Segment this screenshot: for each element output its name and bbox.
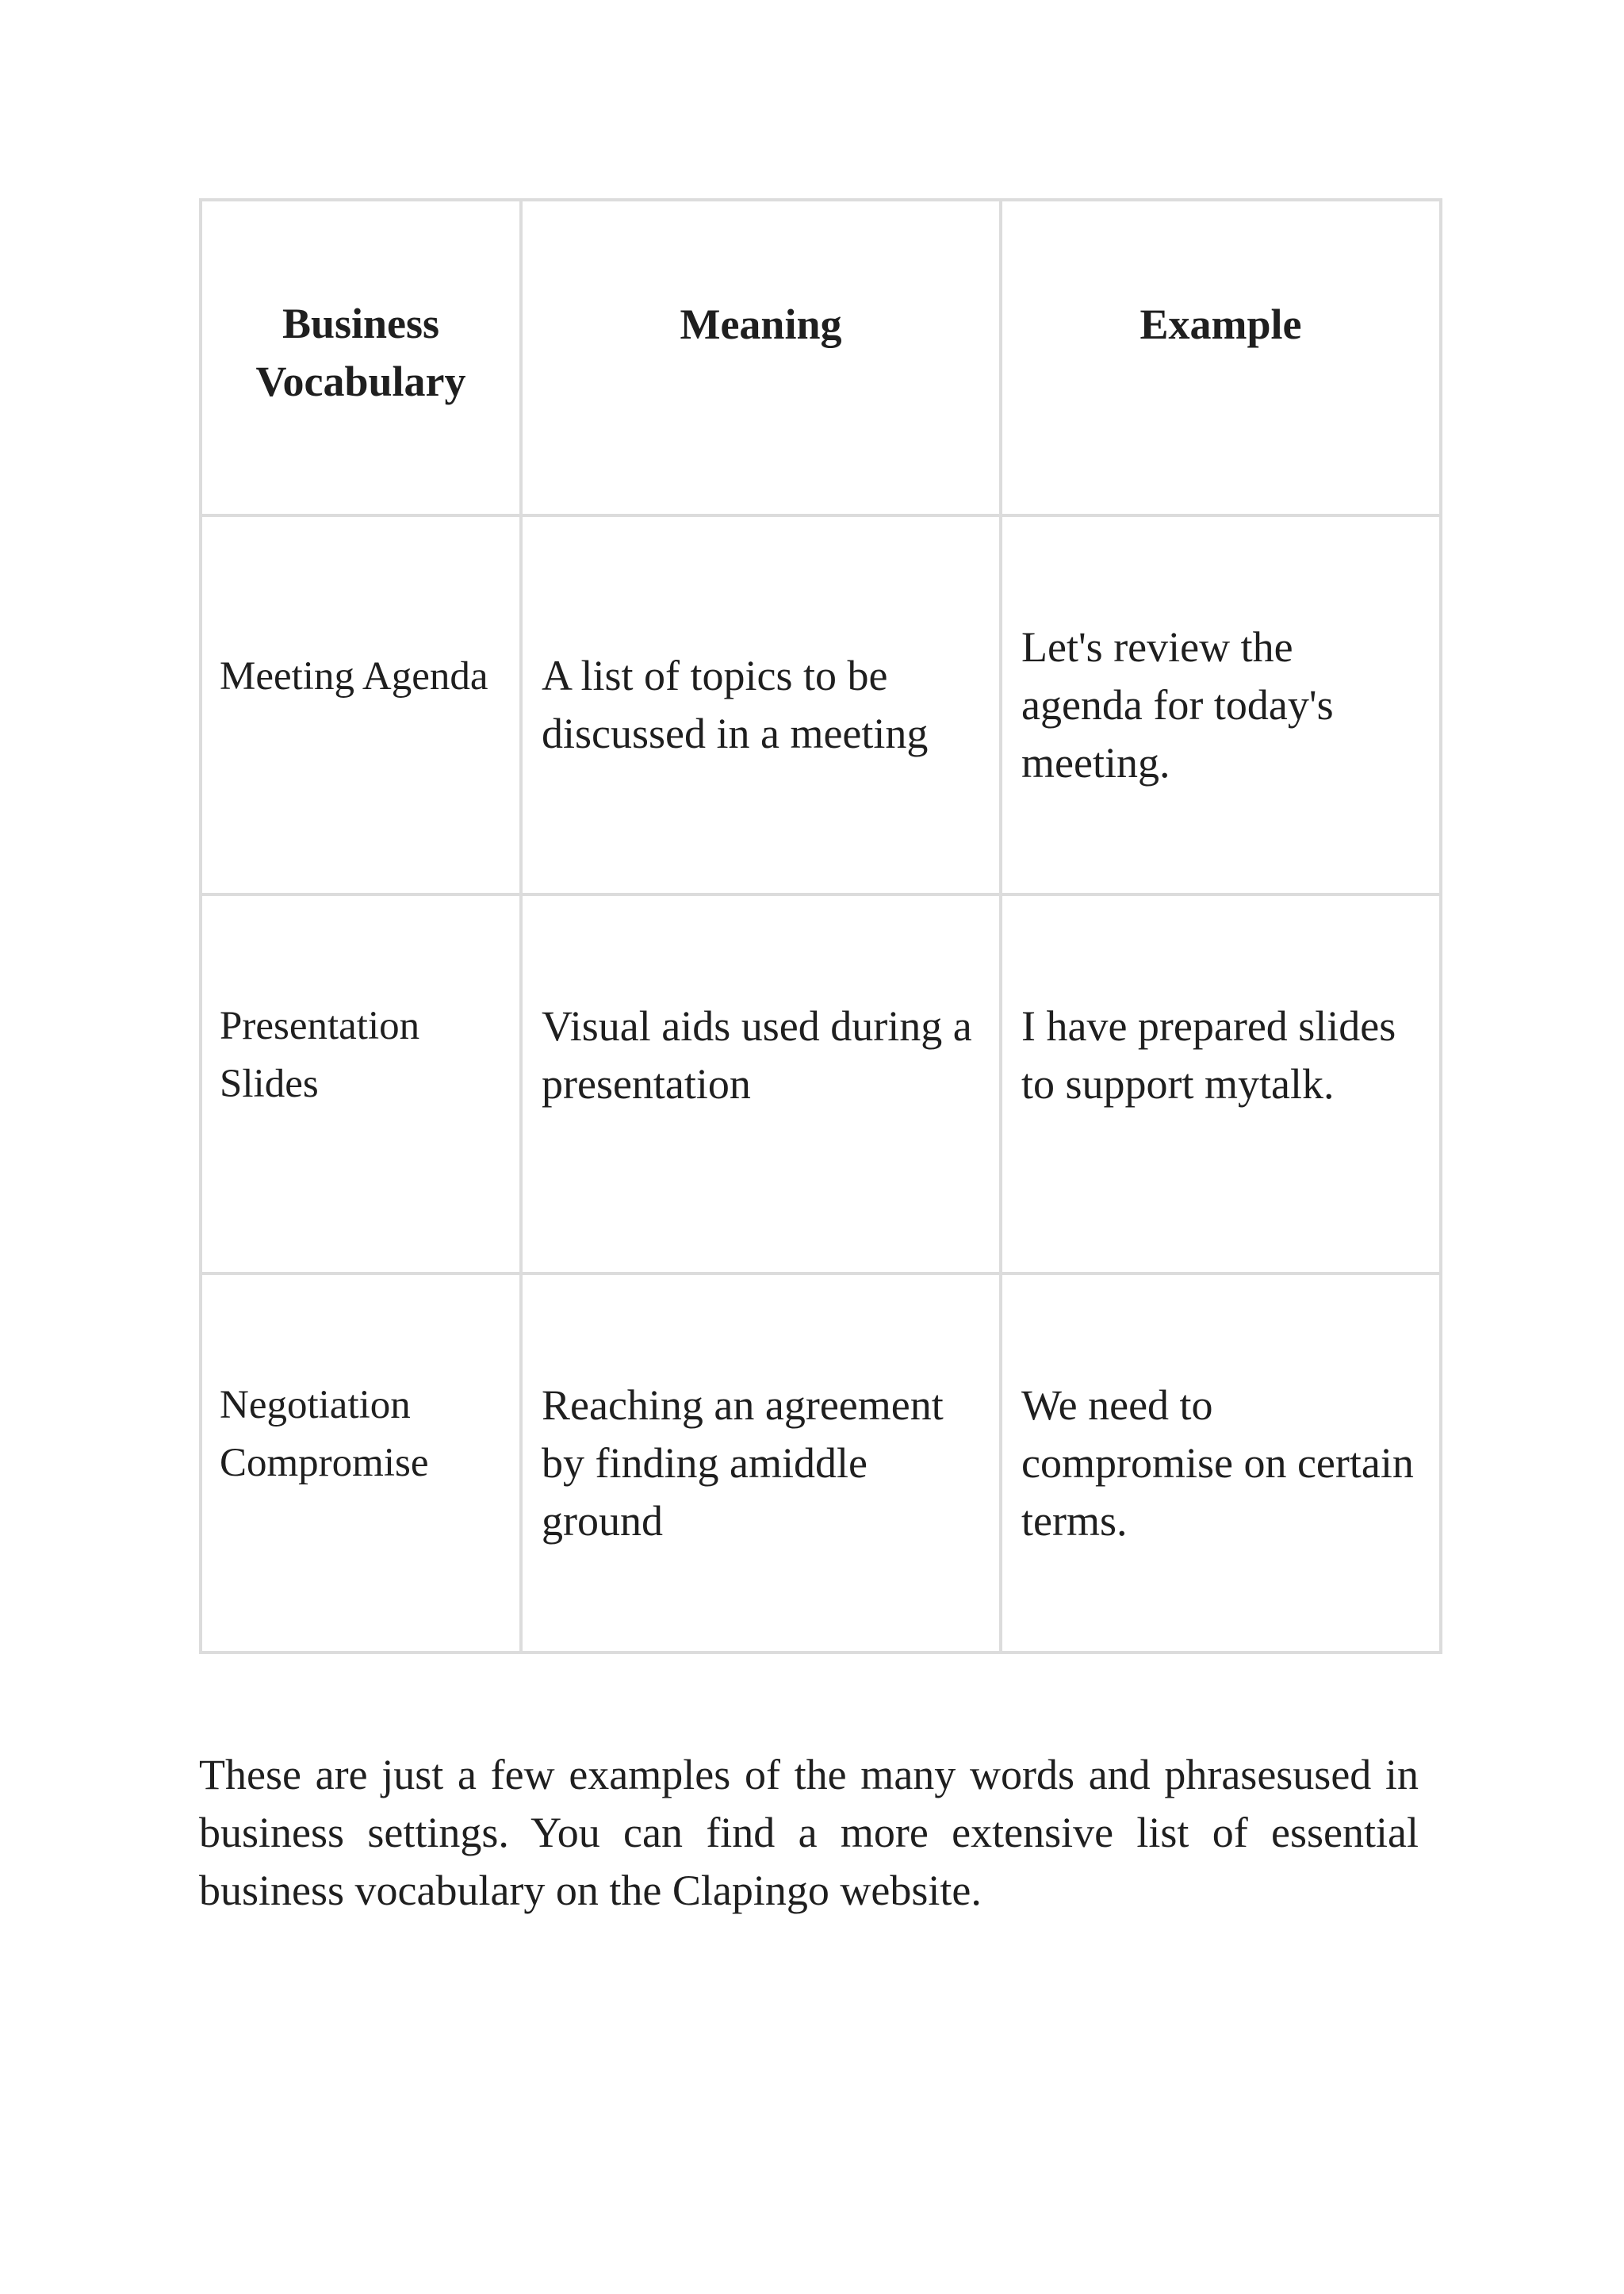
cell-meaning: Reaching an agreement by finding amiddle ground bbox=[521, 1273, 1001, 1653]
cell-example: Let's review the agenda for today's meeting. bbox=[1001, 515, 1441, 894]
table-header-row bbox=[201, 200, 1441, 515]
cell-example: We need to compromise on certain terms. bbox=[1001, 1273, 1441, 1653]
header-example: Example bbox=[1001, 200, 1441, 515]
cell-term: Meeting Agenda bbox=[201, 515, 521, 894]
cell-meaning: Visual aids used during a presentation bbox=[521, 894, 1001, 1273]
cell-term: Presentation Slides bbox=[201, 894, 521, 1273]
table-row bbox=[201, 515, 1441, 894]
summary-paragraph: These are just a few examples of the many words and phrasesused in business settings. You can find a more extensive list of essential business vocabulary on the Clapingo website. bbox=[199, 1751, 1419, 1914]
table-row bbox=[201, 894, 1441, 1273]
vocabulary-table bbox=[199, 198, 1442, 1654]
cell-example: I have prepared slides to support mytalk. bbox=[1001, 894, 1441, 1273]
header-business-vocabulary: Business Vocabulary bbox=[201, 200, 521, 515]
cell-meaning: A list of topics to be discussed in a meeting bbox=[521, 515, 1001, 894]
header-meaning: Meaning bbox=[521, 200, 1001, 515]
cell-term: Negotiation Compromise bbox=[201, 1273, 521, 1653]
table-row bbox=[201, 1273, 1441, 1653]
